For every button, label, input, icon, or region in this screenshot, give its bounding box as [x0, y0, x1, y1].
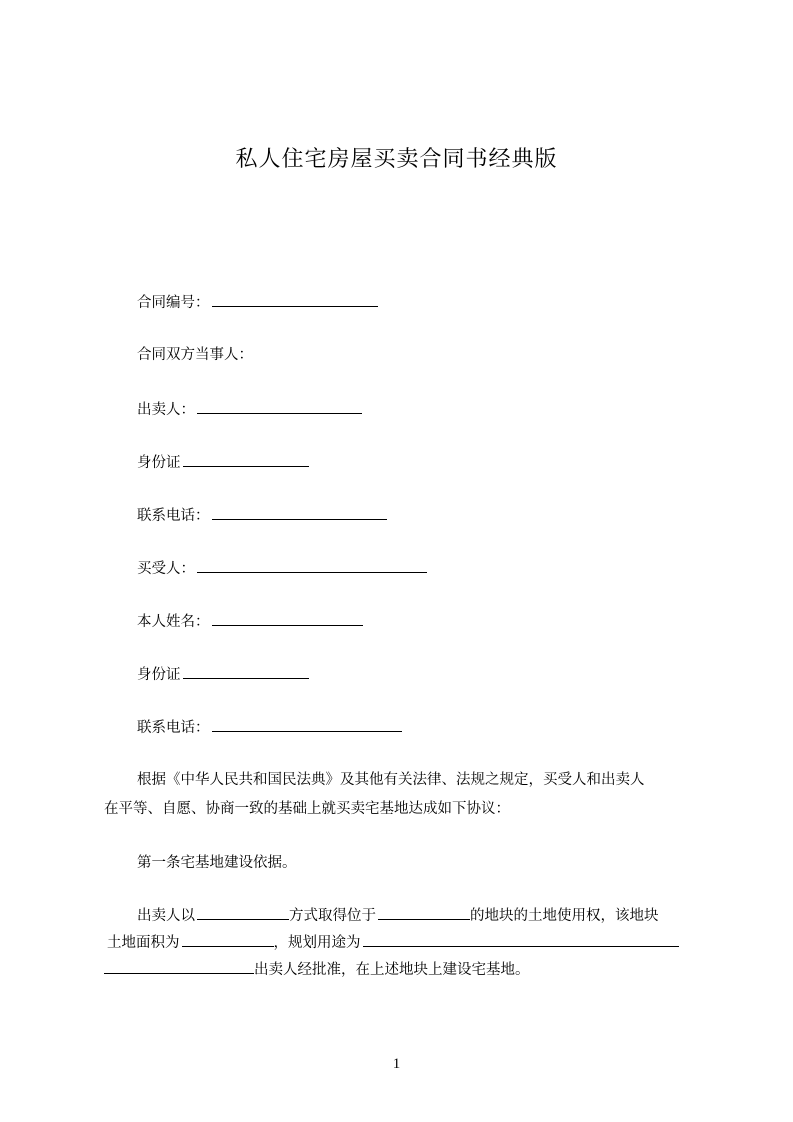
contract-number-blank[interactable]	[212, 292, 378, 307]
buyer-id-label: 身份证	[137, 667, 181, 683]
article-1-text: 土地面积为	[107, 935, 180, 951]
article-1-title: 第一条宅基地建设依据。	[137, 855, 297, 871]
article-1-text: 出卖人经批准，在上述地块上建设宅基地。	[254, 962, 530, 978]
intro-line-2: 在平等、自愿、协商一致的基础上就买卖宅基地达成如下协议：	[104, 801, 510, 817]
contract-number-line	[137, 292, 378, 313]
page-number: 1	[392, 1056, 401, 1072]
planned-use-blank[interactable]	[363, 932, 679, 947]
seller-id-blank[interactable]	[183, 452, 309, 467]
seller-id-line	[137, 452, 309, 473]
article-1-text: 方式取得位于	[289, 908, 376, 924]
document-title: 私人住宅房屋买卖合同书经典版	[235, 147, 558, 172]
buyer-line	[137, 558, 427, 579]
parties-label: 合同双方当事人：	[137, 347, 253, 363]
acquisition-method-blank[interactable]	[197, 905, 289, 920]
location-blank[interactable]	[378, 905, 470, 920]
article-1-text: 的地块的土地使用权，该地块	[470, 908, 659, 924]
seller-id-label: 身份证	[137, 455, 181, 471]
buyer-id-line	[137, 664, 309, 685]
buyer-name-line	[137, 611, 363, 632]
buyer-phone-blank[interactable]	[212, 717, 402, 732]
seller-phone-label: 联系电话：	[137, 508, 210, 524]
buyer-phone-label: 联系电话：	[137, 720, 210, 736]
article-1-line-3	[104, 959, 530, 980]
contract-number-label: 合同编号：	[137, 295, 210, 311]
seller-phone-line	[137, 505, 387, 526]
buyer-label: 买受人：	[137, 561, 195, 577]
intro-line-1: 根据《中华人民共和国民法典》及其他有关法律、法规之规定，买受人和出卖人	[137, 772, 645, 788]
buyer-id-blank[interactable]	[183, 664, 309, 679]
seller-label: 出卖人：	[137, 402, 195, 418]
buyer-name-label: 本人姓名：	[137, 614, 210, 630]
article-1-line-1	[137, 905, 659, 926]
article-1-line-2	[107, 932, 679, 953]
seller-blank[interactable]	[197, 399, 362, 414]
land-area-blank[interactable]	[182, 932, 274, 947]
seller-phone-blank[interactable]	[212, 505, 387, 520]
buyer-name-blank[interactable]	[212, 611, 363, 626]
article-1-text: ，规划用途为	[273, 935, 361, 951]
buyer-phone-line	[137, 717, 402, 738]
buyer-blank[interactable]	[197, 558, 427, 573]
seller-line	[137, 399, 362, 420]
article-1-text: 出卖人以	[137, 908, 195, 924]
planned-use-blank-continued[interactable]	[104, 959, 254, 974]
